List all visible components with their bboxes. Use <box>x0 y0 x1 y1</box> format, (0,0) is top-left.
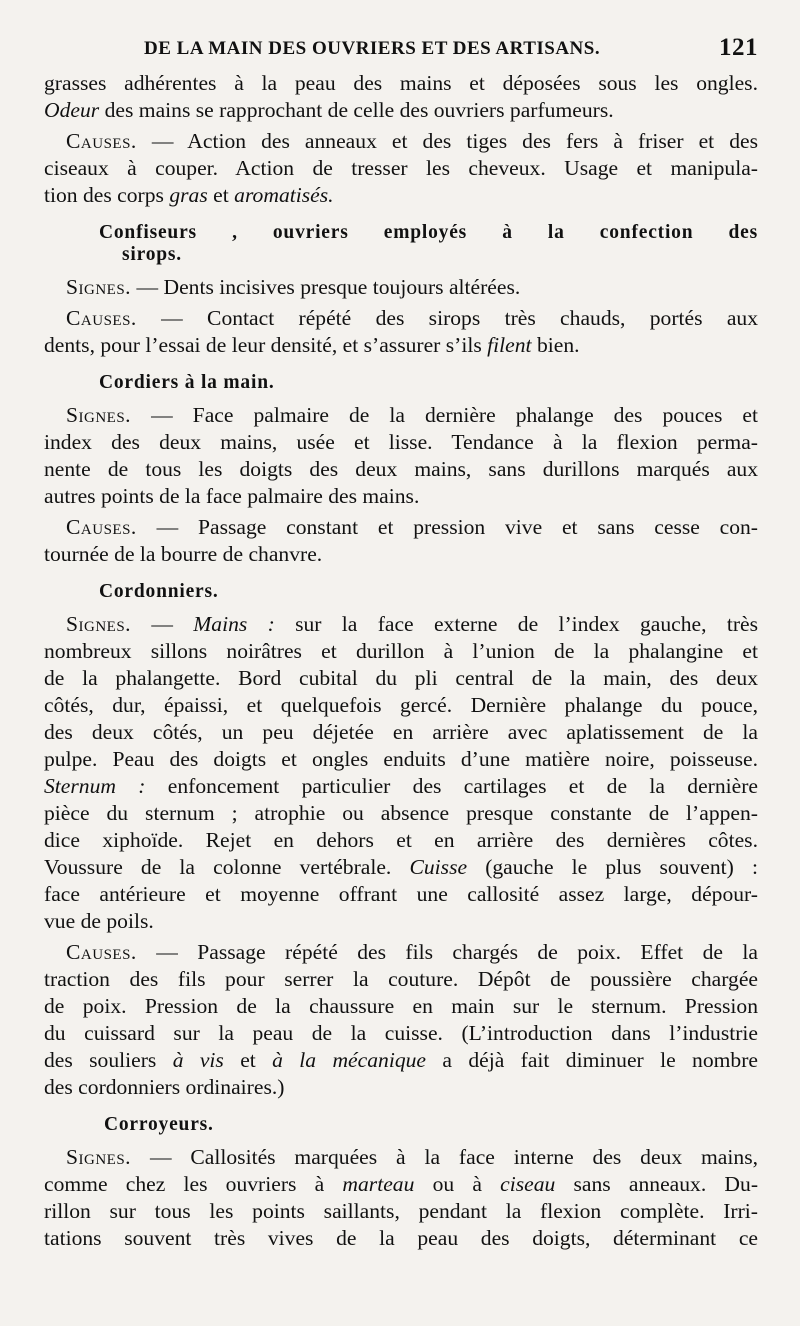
paragraph <box>44 939 758 1101</box>
emphasis-text: Sternum : <box>44 774 146 798</box>
text-run: — <box>131 612 194 636</box>
text-run: autres points de la face palmaire des mains. <box>44 484 420 508</box>
emphasis-text: gras <box>169 183 208 207</box>
text-run: (gauche le plus souvent) : <box>467 855 758 879</box>
emphasis-text: Mains : <box>193 612 275 636</box>
text-run: sur la face externe de l’index gauche, très <box>274 612 759 636</box>
text-line <box>44 1225 758 1252</box>
text-line <box>44 514 758 541</box>
text-run: — Action des anneaux et des tiges des fers à friser et des <box>136 129 758 153</box>
section-heading <box>44 581 758 603</box>
text-run: du cuissard sur la peau de la cuisse. (L’introduction dans l’industrie <box>44 1021 758 1045</box>
text-run: — Dents incisives presque toujours altérées. <box>131 275 521 299</box>
text-run: dice xiphoïde. Rejet en dehors et en arrière des dernières côtes. <box>44 828 758 852</box>
text-run: Cordonniers. <box>99 581 219 602</box>
text-line <box>44 665 758 692</box>
text-run: et <box>207 183 235 207</box>
text-line <box>44 429 758 456</box>
text-run: ciseaux à couper. Action de tresser les cheveux. Usage et manipula- <box>44 156 758 180</box>
emphasis-text: ciseau <box>500 1172 556 1196</box>
text-run: — Passage répété des fils chargés de poix. Effet de la <box>136 940 758 964</box>
text-line <box>44 611 758 638</box>
text-run: — Face palmaire de la dernière phalange des pouces et <box>131 403 758 427</box>
text-line <box>44 332 758 359</box>
text-run: et <box>223 1048 273 1072</box>
text-run: dents, pour l’essai de leur densité, et s’assurer s’ils <box>44 333 488 357</box>
text-run: rillon sur tous les points saillants, pendant la flexion complète. Irri- <box>44 1199 758 1223</box>
text-line <box>44 1171 758 1198</box>
text-run: des souliers <box>44 1048 173 1072</box>
rubric-label: Causes. <box>66 129 137 153</box>
text-line <box>44 800 758 827</box>
text-run: nombreux sillons noirâtres et durillon à l’union de la phalangine et <box>44 639 758 663</box>
text-line <box>44 1198 758 1225</box>
paragraph <box>44 1144 758 1252</box>
text-run: tion des corps <box>44 183 170 207</box>
text-run: tations souvent très vives de la peau des doigts, déterminant ce <box>44 1226 758 1250</box>
text-run: Corroyeurs. <box>104 1114 214 1135</box>
text-run: face antérieure et moyenne offrant une callosité assez large, dépour- <box>44 882 758 906</box>
running-title: DE LA MAIN DES OUVRIERS ET DES ARTISANS. <box>144 38 601 59</box>
text-line <box>44 1074 758 1101</box>
text-line <box>44 70 758 97</box>
running-header <box>44 30 758 70</box>
text-run: de poix. Pression de la chaussure en main sur le sternum. Pression <box>44 994 758 1018</box>
emphasis-text: aromatisés. <box>234 183 334 207</box>
text-line <box>44 746 758 773</box>
emphasis-text: à vis <box>172 1048 224 1072</box>
text-run: grasses adhérentes à la peau des mains et déposées sous les ongles. <box>44 71 758 95</box>
text-line <box>44 773 758 800</box>
text-line <box>44 908 758 935</box>
text-run: traction des fils pour serrer la couture. Dépôt de poussière chargée <box>44 967 758 991</box>
text-line <box>44 827 758 854</box>
text-run: Confiseurs , ouvriers employés à la confection des <box>99 222 758 243</box>
text-run: comme chez les ouvriers à <box>44 1172 343 1196</box>
text-run: nente de tous les doigts des deux mains, sans durillons marqués aux <box>44 457 758 481</box>
text-run: des cordonniers ordinaires.) <box>44 1075 285 1099</box>
text-line <box>44 993 758 1020</box>
text-run: sirops. <box>122 244 182 265</box>
text-run: index des deux mains, usée et lisse. Tendance à la flexion perma- <box>44 430 758 454</box>
rubric-label: Signes. <box>66 275 132 299</box>
text-line <box>44 1144 758 1171</box>
text-line <box>99 581 758 603</box>
text-line <box>44 244 758 266</box>
section-heading <box>44 222 758 266</box>
text-line <box>44 402 758 429</box>
text-line <box>44 483 758 510</box>
paragraph <box>44 305 758 359</box>
emphasis-text: Odeur <box>44 98 100 122</box>
emphasis-text: marteau <box>342 1172 415 1196</box>
text-line <box>44 939 758 966</box>
text-line <box>44 97 758 124</box>
paragraph <box>44 274 758 301</box>
text-line <box>44 155 758 182</box>
rubric-label: Signes. <box>66 1145 132 1169</box>
text-run: pièce du sternum ; atrophie ou absence presque constante de l’appen- <box>44 801 758 825</box>
paragraph <box>44 514 758 568</box>
rubric-label: Signes. <box>66 403 132 427</box>
text-line <box>44 274 758 301</box>
text-line <box>104 1114 758 1136</box>
paragraph <box>44 611 758 935</box>
text-run: pulpe. Peau des doigts et ongles enduits d’une matière noire, poisseuse. <box>44 747 758 771</box>
text-run: Voussure de la colonne vertébrale. <box>44 855 410 879</box>
text-line <box>44 1047 758 1074</box>
emphasis-text: Cuisse <box>409 855 468 879</box>
text-line <box>44 692 758 719</box>
rubric-label: Causes. <box>66 306 137 330</box>
paragraph <box>44 402 758 510</box>
text-run: Cordiers à la main. <box>99 372 275 393</box>
rubric-label: Causes. <box>66 515 137 539</box>
text-line <box>44 128 758 155</box>
text-line <box>44 966 758 993</box>
page-number: 121 <box>719 34 758 61</box>
text-run: des deux côtés, un peu déjetée en arrière avec aplatissement de la <box>44 720 758 744</box>
text-run: des mains se rapprochant de celle des ouvriers parfumeurs. <box>99 98 614 122</box>
text-run: côtés, dur, épaissi, et quelquefois gercé. Dernière phalange du pouce, <box>44 693 758 717</box>
body-text <box>44 70 758 1256</box>
text-line <box>44 305 758 332</box>
section-heading <box>44 372 758 394</box>
text-line <box>44 456 758 483</box>
text-run: tournée de la bourre de chanvre. <box>44 542 323 566</box>
paragraph <box>44 70 758 124</box>
text-run: de la phalangette. Bord cubital du pli central de la main, des deux <box>44 666 758 690</box>
text-run: enfoncement particulier des cartilages et de la dernière <box>145 774 759 798</box>
text-run: bien. <box>531 333 580 357</box>
emphasis-text: à la mécanique <box>272 1048 427 1072</box>
text-run: a déjà fait diminuer le nombre <box>426 1048 758 1072</box>
text-run: ou à <box>414 1172 501 1196</box>
paragraph <box>44 128 758 209</box>
section-heading <box>44 1114 758 1136</box>
text-line <box>44 541 758 568</box>
text-line <box>44 719 758 746</box>
text-line <box>44 881 758 908</box>
text-run: — Contact répété des sirops très chauds, portés aux <box>136 306 758 330</box>
text-line <box>44 1020 758 1047</box>
emphasis-text: filent <box>487 333 532 357</box>
text-run: — Passage constant et pression vive et sans cesse con- <box>136 515 758 539</box>
rubric-label: Signes. <box>66 612 132 636</box>
rubric-label: Causes. <box>66 940 137 964</box>
text-line <box>44 638 758 665</box>
text-line <box>99 372 758 394</box>
text-line <box>44 182 758 209</box>
text-line <box>44 854 758 881</box>
text-line <box>44 222 758 244</box>
text-run: vue de poils. <box>44 909 154 933</box>
text-run: — Callosités marquées à la face interne des deux mains, <box>131 1145 758 1169</box>
text-run: sans anneaux. Du- <box>555 1172 759 1196</box>
